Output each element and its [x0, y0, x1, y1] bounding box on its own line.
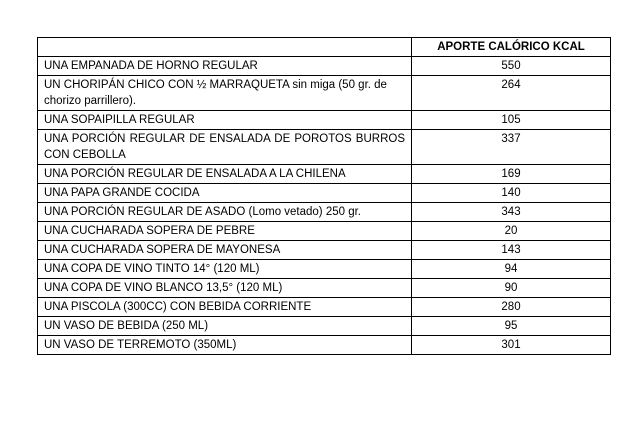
table-row — [38, 241, 611, 260]
table-row — [38, 203, 611, 222]
food-item: UNA PISCOLA (300CC) CON BEBIDA CORRIENTE — [38, 298, 412, 317]
kcal-value: 343 — [412, 203, 611, 222]
food-item: UNA EMPANADA DE HORNO REGULAR — [38, 57, 412, 76]
table-row — [38, 336, 611, 355]
food-item: UNA PAPA GRANDE COCIDA — [38, 184, 412, 203]
food-item: UNA PORCIÓN REGULAR DE ENSALADA A LA CHILENA — [38, 165, 412, 184]
table-header-row — [38, 38, 611, 57]
kcal-value: 140 — [412, 184, 611, 203]
table-row — [38, 222, 611, 241]
table-row — [38, 165, 611, 184]
table-row — [38, 279, 611, 298]
food-item: UN CHORIPÁN CHICO CON ½ MARRAQUETA sin miga (50 gr. de chorizo parrillero). — [38, 76, 412, 111]
kcal-value: 301 — [412, 336, 611, 355]
kcal-value: 90 — [412, 279, 611, 298]
table-row — [38, 298, 611, 317]
kcal-value: 95 — [412, 317, 611, 336]
food-item: UN VASO DE TERREMOTO (350ML) — [38, 336, 412, 355]
table-row — [38, 260, 611, 279]
kcal-value: 169 — [412, 165, 611, 184]
kcal-value: 94 — [412, 260, 611, 279]
food-item: UNA COPA DE VINO BLANCO 13,5° (120 ML) — [38, 279, 412, 298]
kcal-value: 264 — [412, 76, 611, 111]
food-item: UNA PORCIÓN REGULAR DE ASADO (Lomo vetado) 250 gr. — [38, 203, 412, 222]
kcal-value: 105 — [412, 111, 611, 130]
calorie-table — [37, 37, 611, 355]
table-row — [38, 130, 611, 165]
table-row — [38, 317, 611, 336]
header-kcal-column: APORTE CALÓRICO KCAL — [412, 38, 611, 57]
food-item: UNA PORCIÓN REGULAR DE ENSALADA DE POROTOS BURROS CON CEBOLLA — [38, 130, 412, 165]
kcal-value: 143 — [412, 241, 611, 260]
table-row — [38, 76, 611, 111]
table-row — [38, 111, 611, 130]
kcal-value: 337 — [412, 130, 611, 165]
food-item: UNA CUCHARADA SOPERA DE PEBRE — [38, 222, 412, 241]
food-item: UN VASO DE BEBIDA (250 ML) — [38, 317, 412, 336]
table-row — [38, 184, 611, 203]
food-item: UNA COPA DE VINO TINTO 14° (120 ML) — [38, 260, 412, 279]
table-row — [38, 57, 611, 76]
food-item: UNA CUCHARADA SOPERA DE MAYONESA — [38, 241, 412, 260]
kcal-value: 550 — [412, 57, 611, 76]
kcal-value: 280 — [412, 298, 611, 317]
header-item-column — [38, 38, 412, 57]
food-item: UNA SOPAIPILLA REGULAR — [38, 111, 412, 130]
kcal-value: 20 — [412, 222, 611, 241]
